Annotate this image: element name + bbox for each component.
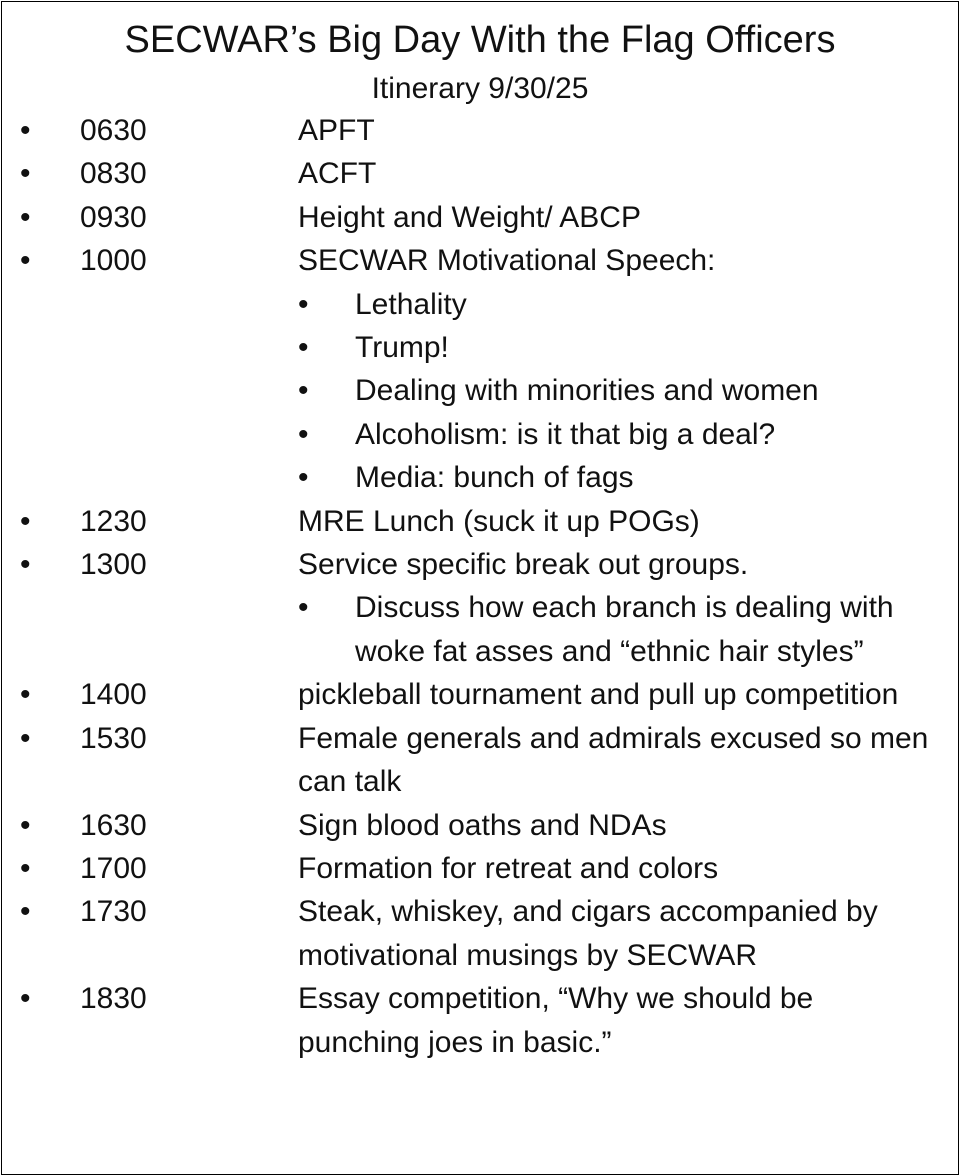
sub-bullet-marker: • [298,461,309,495]
bullet-marker: • [20,808,31,842]
sub-bullet-marker: • [298,591,309,625]
agenda-item [0,543,960,586]
agenda-time: 0930 [80,200,147,234]
agenda-activity: SECWAR Motivational Speech: [298,244,716,278]
agenda-time: 1000 [80,244,147,278]
sub-bullet-marker: • [298,417,309,451]
agenda-activity: pickleball tournament and pull up competition [298,678,899,712]
agenda-item [0,239,960,282]
document-subtitle: Itinerary 9/30/25 [371,72,589,105]
agenda-subitem-text: Trump! [355,331,449,365]
agenda-time: 1400 [80,678,147,712]
agenda-item [0,109,960,152]
agenda-activity: ACFT [298,157,377,191]
sub-bullet-marker: • [298,287,309,321]
bullet-marker: • [20,678,31,712]
agenda-activity: Height and Weight/ ABCP [298,200,641,234]
agenda-item [0,977,960,1064]
agenda-item [0,890,960,977]
bullet-marker: • [20,157,31,191]
sub-bullet-marker: • [298,374,309,408]
agenda-item [0,196,960,239]
agenda-item [0,804,960,847]
bullet-marker: • [20,851,31,885]
bullet-marker: • [20,895,31,929]
bullet-marker: • [20,114,31,147]
agenda-activity: Formation for retreat and colors [298,851,719,885]
agenda-time: 0830 [80,157,147,191]
bullet-marker: • [20,504,31,538]
bullet-marker: • [20,548,31,582]
bullet-marker: • [20,982,31,1016]
agenda-activity: Steak, whiskey, and cigars accompanied by motivational musings by SECWAR [298,895,878,972]
sub-bullet-marker: • [298,331,309,365]
agenda-subitem-text: Discuss how each branch is dealing with woke fat asses and “ethnic hair styles” [355,591,894,668]
agenda-item [0,500,960,543]
bullet-marker: • [20,244,31,278]
document-title: SECWAR’s Big Day With the Flag Officers [124,19,836,61]
agenda-list [0,109,960,1064]
agenda-subitem [0,369,960,412]
agenda-item [0,717,960,804]
agenda-time: 1630 [80,808,147,842]
agenda-item [0,847,960,890]
agenda-item [0,152,960,195]
agenda-subitem-text: Lethality [355,287,467,321]
agenda-subitem [0,413,960,456]
agenda-time: 1300 [80,548,147,582]
agenda-subitem [0,456,960,499]
agenda-subitem [0,586,960,673]
bullet-marker: • [20,200,31,234]
agenda-activity: APFT [298,114,375,147]
agenda-subitem-text: Media: bunch of fags [355,461,634,495]
agenda-time: 0630 [80,114,147,147]
agenda-activity: Sign blood oaths and NDAs [298,808,667,842]
agenda-time: 1830 [80,982,147,1016]
agenda-time: 1230 [80,504,147,538]
agenda-subitem-text: Alcoholism: is it that big a deal? [355,417,776,451]
agenda-time: 1700 [80,851,147,885]
agenda-activity: Essay competition, “Why we should be punching joes in basic.” [298,982,814,1059]
agenda-subitem [0,326,960,369]
agenda-activity: Female generals and admirals excused so men can talk [298,721,929,799]
agenda-activity: Service specific break out groups. [298,548,749,582]
agenda-subitem [0,283,960,326]
agenda-time: 1530 [80,721,147,755]
agenda-time: 1730 [80,895,147,929]
agenda-subitem-text: Dealing with minorities and women [355,374,819,408]
agenda-activity: MRE Lunch (suck it up POGs) [298,504,700,538]
agenda-item [0,673,960,716]
bullet-marker: • [20,721,31,755]
